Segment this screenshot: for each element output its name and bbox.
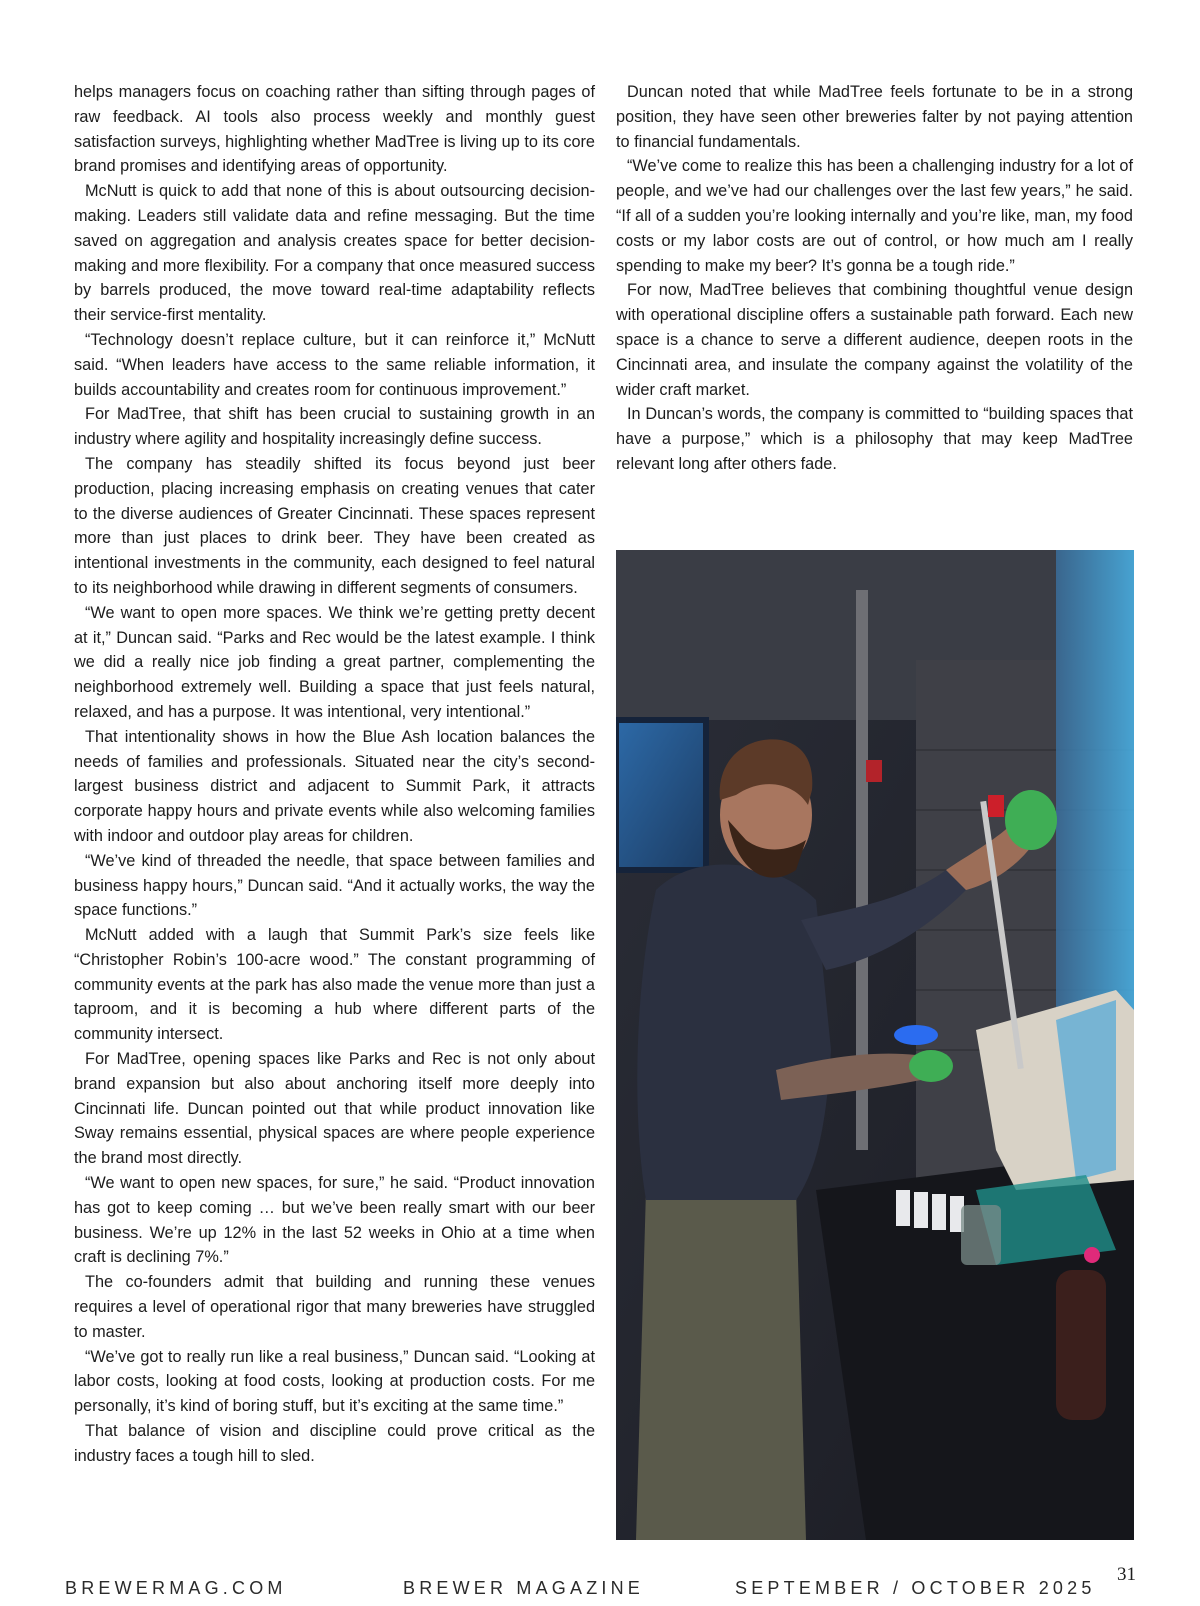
paragraph: “Technology doesn’t replace culture, but it can reinforce it,” McNutt said. “When leaders have access to the same reliable information, it builds accountability and creates room for continuous improvement.” [74, 330, 595, 399]
paragraph: For MadTree, opening spaces like Parks and Rec is not only about brand expansion but also about anchoring itself more deeply into Cincinnati life. Duncan pointed out that while product innovation like Sway remains essential, physical spaces are where people experience the brand most directly. [74, 1050, 595, 1168]
paragraph: The company has steadily shifted its focus beyond just beer production, placing increasing emphasis on creating venues that cater to the diverse audiences of Greater Cincinnati. These spaces represent more than just places to drink beer. They have been created as intentional investments in the community, each designed to feel natural to its neighborhood while drawing in different segments of consumers. [74, 454, 595, 597]
paragraph: “We’ve come to realize this has been a challenging industry for a lot of people, and we’ve had our challenges over the last few years,” he said. “If all of a sudden you’re looking internally and you’re like, man, my food costs or my labor costs are out of control, or how much am I really spending to make my beer? It’s gonna be a tough ride.” [616, 157, 1133, 275]
footer-magazine: BREWER MAGAZINE [403, 1578, 645, 1598]
paragraph: In Duncan’s words, the company is committed to “building spaces that have a purpose,” which is a philosophy that may keep MadTree relevant long after others fade. [616, 405, 1133, 473]
paragraph: Duncan noted that while MadTree feels fortunate to be in a strong position, they have seen other breweries falter by not paying attention to financial fundamentals. [616, 83, 1133, 151]
paragraph: For MadTree, that shift has been crucial to sustaining growth in an industry where agility and hospitality increasingly define success. [74, 405, 595, 449]
paragraph: “We’ve got to really run like a real business,” Duncan said. “Looking at labor costs, looking at food costs, looking at production costs. For me personally, it’s kind of boring stuff, but it’s exciting at the same time.” [74, 1347, 595, 1416]
article-column-right [616, 80, 1133, 477]
footer-site: BREWERMAG.COM [65, 1578, 287, 1598]
page-number: 31 [1117, 1564, 1136, 1585]
brewer-lab-photo [616, 550, 1134, 1540]
paragraph: “We’ve kind of threaded the needle, that space between families and business happy hours,” Duncan said. “And it actually works, the way the space functions.” [74, 851, 595, 920]
paragraph: helps managers focus on coaching rather than sifting through pages of raw feedback. AI tools also process weekly and monthly guest satisfaction surveys, highlighting whether MadTree is living up to its core brand promises and identifying areas of opportunity. [74, 83, 595, 176]
paragraph: McNutt is quick to add that none of this is about outsourcing decision-making. Leaders still validate data and refine messaging. But the time saved on aggregation and analysis creates space for better decision-making and more flexibility. For a company that once measured success by barrels produced, the move toward real-time adaptability reflects their service-first mentality. [74, 182, 595, 325]
footer-issue: SEPTEMBER / OCTOBER 2025 [735, 1578, 1096, 1598]
page-footer [0, 1578, 1200, 1602]
paragraph: The co-founders admit that building and running these venues requires a level of operational rigor that many breweries have struggled to master. [74, 1273, 595, 1341]
paragraph: “We want to open new spaces, for sure,” he said. “Product innovation has got to keep coming … but we’ve been really smart with our beer business. We’re up 12% in the last 52 weeks in Ohio at a time when craft is declining 7%.” [74, 1174, 595, 1267]
paragraph: For now, MadTree believes that combining thoughtful venue design with operational discipline offers a sustainable path forward. Each new space is a chance to serve a different audience, deepen roots in the Cincinnati area, and insulate the company against the volatility of the wider craft market. [616, 281, 1133, 399]
paragraph: McNutt added with a laugh that Summit Park’s size feels like “Christopher Robin’s 100-acre wood.” The constant programming of community events at the park has also made the venue more than just a taproom, and it is becoming a hub where different parts of the community intersect. [74, 926, 595, 1044]
paragraph: That intentionality shows in how the Blue Ash location balances the needs of families and professionals. Situated near the city’s second-largest business district and adjacent to Summit Park, it attracts corporate happy hours and private events while also welcoming families with indoor and outdoor play areas for children. [74, 727, 595, 845]
paragraph: That balance of vision and discipline could prove critical as the industry faces a tough hill to sled. [74, 1422, 595, 1465]
paragraph: “We want to open more spaces. We think we’re getting pretty decent at it,” Duncan said. “Parks and Rec would be the latest example. I think we did a really nice job finding a great partner, complementing the neighborhood extremely well. Building a space that just feels natural, relaxed, and has a purpose. It was intentional, very intentional.” [74, 603, 595, 721]
article-column-left [74, 80, 595, 1469]
